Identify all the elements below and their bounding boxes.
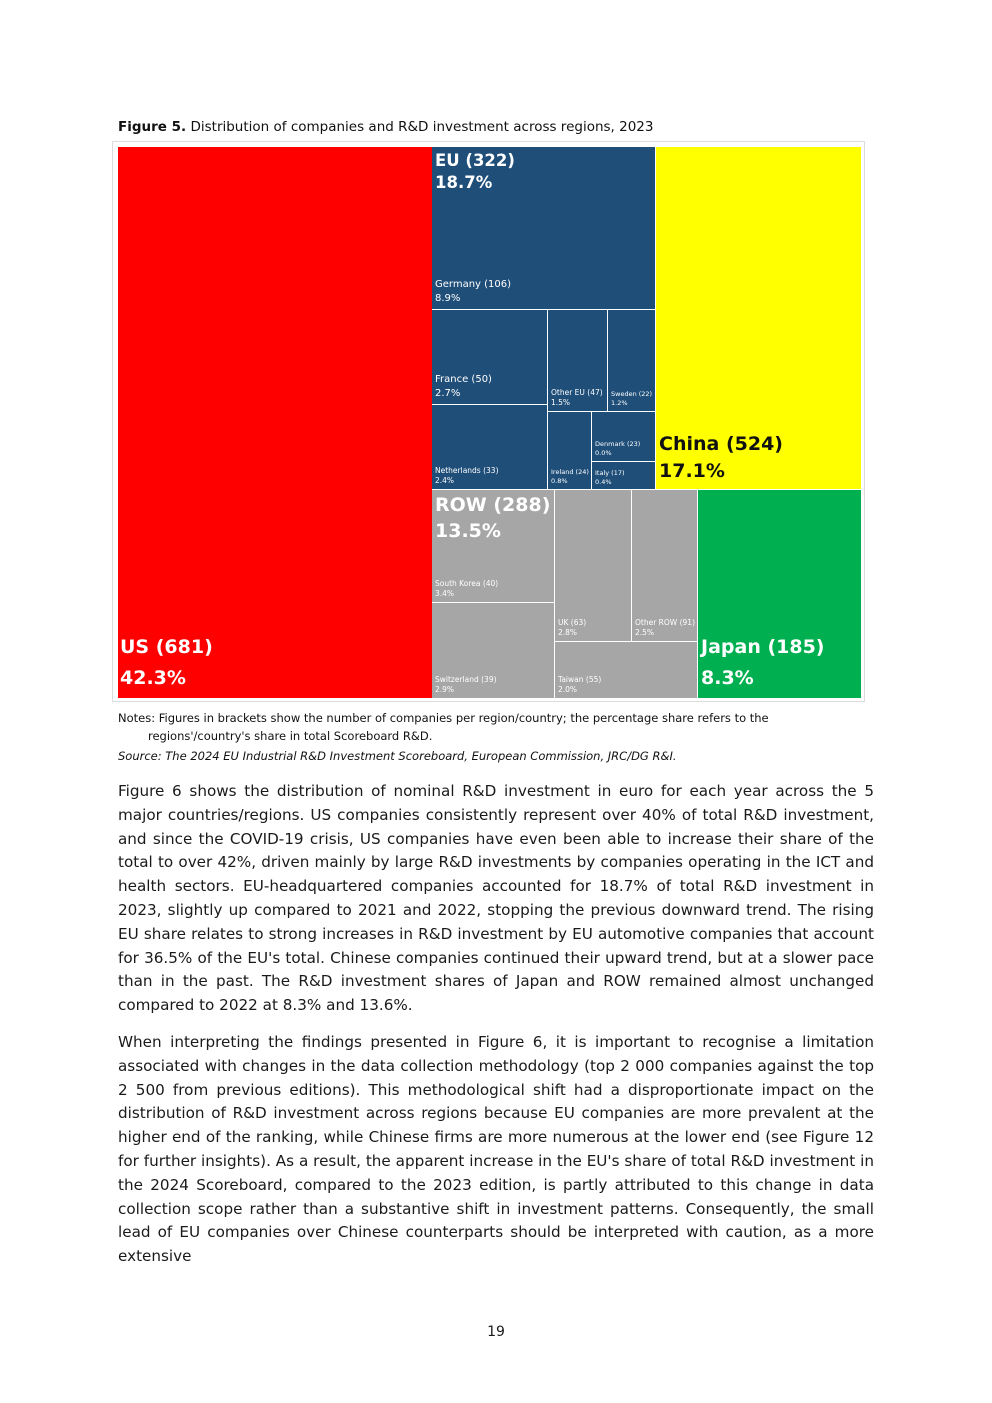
tile-china-value: 17.1% xyxy=(659,460,725,483)
tile-other-eu xyxy=(548,310,608,412)
tile-france-value: 2.7% xyxy=(435,387,461,399)
tile-row-value: 13.5% xyxy=(435,519,501,542)
tile-china xyxy=(656,147,861,489)
tile-japan-name: Japan (185) xyxy=(701,635,825,658)
figure-caption xyxy=(118,119,653,135)
tile-other-eu-value: 1.5% xyxy=(551,397,571,407)
figure-title: Distribution of companies and R&D investment across regions, 2023 xyxy=(190,119,654,135)
tile-italy xyxy=(592,462,656,489)
page-number: 19 xyxy=(487,1324,505,1340)
tile-france-name: France (50) xyxy=(435,374,492,385)
tile-eu-name: EU (322) xyxy=(435,151,515,170)
tile-germany-value: 8.9% xyxy=(435,292,461,304)
tile-south-korea-name: South Korea (40) xyxy=(435,578,499,588)
body-paragraph-1: Figure 6 shows the distribution of nominal R&D investment in euro for each year across the 5 major countries/regions. US companies consistently represent over 40% of total R&D investment, and since the COVID-19 crisis, US companies have even been able to increase their share of the total to over 42%, driven mainly by large R&D investments by companies operating in the ICT and health sectors. EU-headquartered companies accounted for 18.7% of total R&D investment in 2023, slightly up compared to 2021 and 2022, stopping the previous downward trend. The rising EU share relates to strong increases in R&D investment by EU automotive companies that account for 36.5% of the EU's total. Chinese companies continued their upward trend, but at a slower pace than in the past. The R&D investment shares of Japan and ROW remained almost unchanged compared to 2022 at 8.3% and 13.6%. xyxy=(118,782,874,1015)
tile-denmark-name: Denmark (23) xyxy=(595,440,641,449)
tile-us-value: 42.3% xyxy=(120,667,186,690)
tile-netherlands xyxy=(432,405,548,489)
tile-uk-value: 2.8% xyxy=(558,627,578,637)
tile-netherlands-value: 2.4% xyxy=(435,475,455,485)
figure-label: Figure 5. xyxy=(118,119,187,135)
tile-sweden-name: Sweden (22) xyxy=(611,390,653,399)
tile-ireland xyxy=(548,412,592,489)
tile-switzerland-value: 2.9% xyxy=(435,684,455,694)
tile-italy-name: Italy (17) xyxy=(595,469,625,478)
tile-us-name: US (681) xyxy=(120,635,213,658)
tile-china-name: China (524) xyxy=(659,432,783,455)
tile-taiwan-value: 2.0% xyxy=(558,684,578,694)
tile-other-row-value: 2.5% xyxy=(635,627,655,637)
tile-sweden-value: 1.2% xyxy=(611,399,628,408)
tile-japan-value: 8.3% xyxy=(701,667,754,690)
tile-netherlands-name: Netherlands (33) xyxy=(435,465,499,475)
tile-taiwan-name: Taiwan (55) xyxy=(558,674,602,684)
tile-other-row-name: Other ROW (91) xyxy=(635,617,695,627)
tile-italy-value: 0.4% xyxy=(595,478,612,487)
tile-ireland-name: Ireland (24) xyxy=(551,468,589,477)
notes-line-1: Notes: Figures in brackets show the number of companies per region/country; the percentage share refers to the xyxy=(118,711,769,725)
tile-japan xyxy=(698,489,861,698)
tile-denmark xyxy=(592,412,656,462)
tile-france xyxy=(432,310,548,405)
tile-uk xyxy=(555,489,632,642)
tile-eu xyxy=(432,147,656,310)
tile-germany-name: Germany (106) xyxy=(435,279,512,290)
tile-taiwan xyxy=(555,642,698,698)
tile-switzerland xyxy=(432,603,555,698)
tile-denmark-value: 0.0% xyxy=(595,449,612,458)
notes-line-2: regions'/country's share in total Scoreboard R&D. xyxy=(148,728,433,743)
tile-us xyxy=(118,147,432,698)
tile-other-eu-name: Other EU (47) xyxy=(551,387,603,397)
tile-sweden xyxy=(608,310,656,412)
tile-eu-value: 18.7% xyxy=(435,173,493,193)
treemap-chart xyxy=(112,141,865,702)
body-paragraph-2: When interpreting the findings presented in Figure 6, it is important to recognise a limitation associated with changes in the data collection methodology (top 2 000 companies against the top 2 500 from previous editions). This methodological shift had a disproportionate impact on the distribution of R&D investment across regions because EU companies are more prevalent at the higher end of the ranking, while Chinese firms are more numerous at the lower end (see Figure 12 for further insights). As a result, the apparent increase in the EU's share of total R&D investment in the 2024 Scoreboard, compared to the 2023 edition, is partly attributed to this change in data collection scope rather than a substantive shift in investment patterns. Consequently, the small lead of EU companies over Chinese counterparts should be interpreted with caution, as a more extensive xyxy=(118,1033,874,1266)
tile-uk-name: UK (63) xyxy=(558,617,587,627)
figure-notes xyxy=(118,710,878,746)
tile-ireland-value: 0.8% xyxy=(551,477,568,486)
tile-row-name: ROW (288) xyxy=(435,494,551,516)
tile-switzerland-name: Switzerland (39) xyxy=(435,674,497,684)
tile-other-row xyxy=(632,489,698,642)
tile-row xyxy=(432,489,555,603)
figure-source: Source: The 2024 EU Industrial R&D Investment Scoreboard, European Commission, JRC/DG R&I. xyxy=(118,749,677,763)
tile-south-korea-value: 3.4% xyxy=(435,588,455,598)
